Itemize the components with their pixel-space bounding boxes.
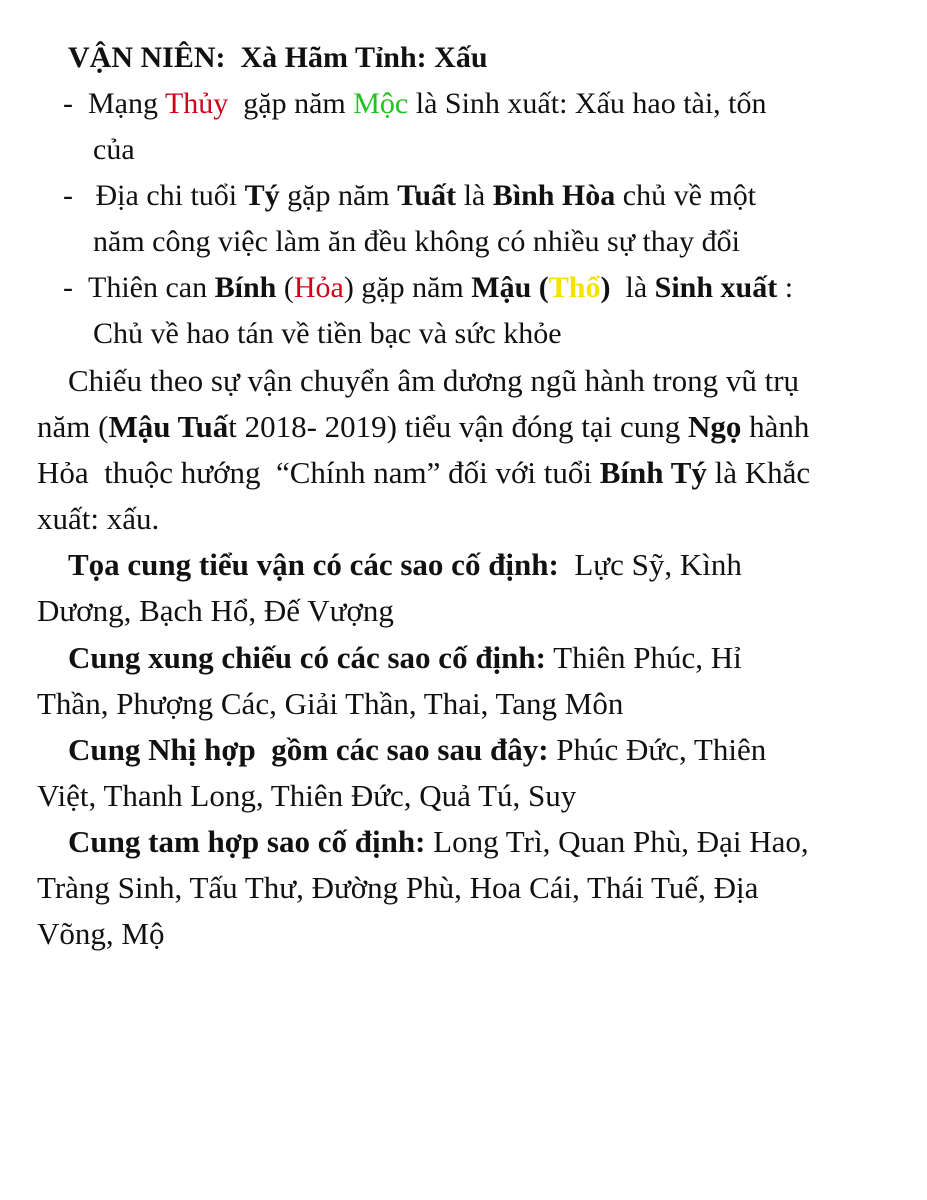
section-tam-hop-continuation-1: Tràng Sinh, Tấu Thư, Đường Phù, Hoa Cái, Thái Tuế, Địa — [37, 870, 759, 905]
bullet-dash: - — [63, 179, 73, 212]
section-label: Cung xung chiếu có các sao cố định: — [68, 640, 546, 675]
section-label: Tọa cung tiểu vận có các sao cố định: — [68, 547, 559, 582]
section-tam-hop: Cung tam hợp sao cố định: Long Trì, Quan Phù, Đại Hao, — [68, 824, 809, 859]
section-label: Cung tam hợp sao cố định: — [68, 824, 426, 859]
section-xung-chieu: Cung xung chiếu có các sao cố định: Thiên Phúc, Hỉ — [68, 640, 742, 675]
element-tho: Thổ — [548, 271, 601, 304]
document-title — [68, 39, 488, 77]
bullet-dash: - — [63, 271, 73, 304]
title-label: VẬN NIÊN: — [68, 41, 226, 74]
bullet-2: - Địa chi tuổi Tý gặp năm Tuất là Bình Hòa chủ về một — [63, 179, 757, 212]
intro-line-3: Hỏa thuộc hướng “Chính nam” đối với tuổi Bính Tý là Khắc — [37, 455, 811, 490]
element-hoa: Hỏa — [293, 271, 344, 304]
intro-line-1: Chiếu theo sự vận chuyển âm dương ngũ hành trong vũ trụ — [68, 363, 800, 398]
bullet-2-continuation: năm công việc làm ăn đều không có nhiều sự thay đổi — [93, 225, 740, 258]
bullet-dash: - — [63, 87, 73, 120]
bullet-1: - Mạng Thủy gặp năm Mộc là Sinh xuất: Xấu hao tài, tốn — [63, 87, 767, 120]
element-moc: Mộc — [353, 87, 409, 120]
section-toa-cung: Tọa cung tiểu vận có các sao cố định: Lực Sỹ, Kình — [68, 547, 742, 582]
section-nhi-hop-continuation: Việt, Thanh Long, Thiên Đức, Quả Tú, Suy — [37, 778, 577, 813]
section-tam-hop-continuation-2: Võng, Mộ — [37, 916, 165, 951]
element-thuy: Thủy — [164, 87, 229, 120]
section-xung-chieu-continuation: Thần, Phượng Các, Giải Thần, Thai, Tang Môn — [37, 686, 624, 721]
title-value: Xà Hãm Tỉnh: Xấu — [240, 41, 488, 74]
bullet-3: - Thiên can Bính (Hỏa) gặp năm Mậu (Thổ) là Sinh xuất : — [63, 271, 794, 304]
intro-line-4: xuất: xấu. — [37, 501, 160, 536]
section-nhi-hop: Cung Nhị hợp gồm các sao sau đây: Phúc Đức, Thiên — [68, 732, 767, 767]
intro-line-2: năm (Mậu Tuất 2018- 2019) tiểu vận đóng tại cung Ngọ hành — [37, 409, 810, 444]
section-toa-cung-continuation: Dương, Bạch Hổ, Đế Vượng — [37, 593, 394, 628]
bullet-3-continuation: Chủ về hao tán về tiền bạc và sức khỏe — [93, 317, 562, 350]
bullet-1-continuation: của — [93, 133, 135, 166]
section-label: Cung Nhị hợp gồm các sao sau đây: — [68, 732, 549, 767]
